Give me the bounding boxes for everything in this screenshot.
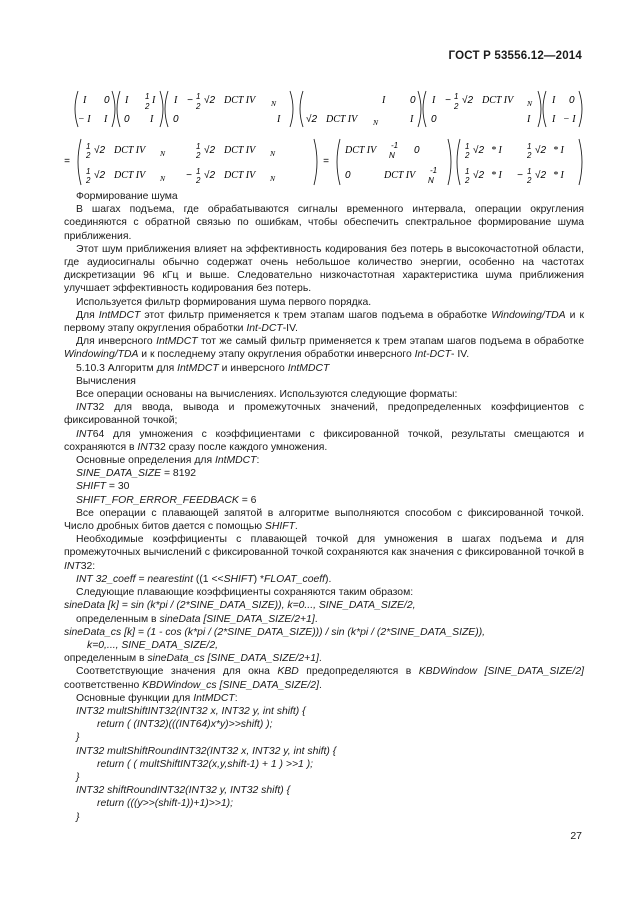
para-filter-order: Используется фильтр формирования шума первого порядка. [76,296,372,308]
l12-den: 2 [196,151,201,160]
l22-den: 2 [196,176,201,185]
m5-sub: N [527,99,533,108]
r22-i: * I [553,170,564,181]
m4-sub: N [373,118,379,127]
l11-dct: DCT IV [114,145,146,156]
para-coeffs: Необходимые коэффициенты с плавающей точкой для умножения в шагах подъема и для промежуточных вычислений с фиксированной точкой сохраняются как значения с фиксированной точкой в INT32: [64,534,584,572]
mid22-dct: DCT IV [384,170,416,181]
para-functions: Основные функции для IntMDCT: [76,692,238,704]
m5-den: 2 [454,102,459,111]
l11-sub: N [160,149,166,158]
subheading-calc: Вычисления [76,375,136,387]
l22-num: 1 [196,167,201,176]
code-line-9: } [76,811,80,823]
para-formats: Все операции основаны на вычислениях. Используются следующие форматы: [76,389,458,401]
code-line-1: INT32 multShiftINT32(INT32 x, INT32 y, int shift) { [76,705,306,717]
l11-den: 2 [86,151,91,160]
l22-minus: − [186,170,192,181]
def-sinedata: определенным в sineData [SINE_DATA_SIZE/2+1]. [76,613,318,625]
l22-sub: N [270,174,276,183]
code-line-2: return ( (INT32)(((INT64)x*y)>>shift) ); [97,719,273,731]
m4-d: I [410,114,414,125]
m5-sqrt: √2 [462,95,474,106]
para-fixed-point: Все операции с плавающей запятой в алгоритме выполняются способом с фиксированной точкой. Число дробных битов дается с помощью SHIFT. [64,507,584,533]
r21-den: 2 [465,176,470,185]
m3-sqrt: √2 [204,95,216,106]
l21-sqrt: √2 [94,170,106,181]
m3-minus: − [187,95,193,106]
para-lifting: В шагах подъема, где обрабатываются сигналы временного интервала, операции округления соединяются с обратной связью по ошибкам, чтобы обеспечить спектральное формирование шума приближения. [64,204,584,242]
mid11-sup: -1 [391,141,399,150]
l12-dct: DCT IV [224,145,256,156]
l12-sub: N [270,149,276,158]
formula-row-1-svg [64,88,584,130]
heading-noise-shaping: Формирование шума [76,191,178,202]
para-float-coeffs: Следующие плавающие коэффициенты сохраняются таким образом: [76,587,414,599]
r22-sqrt: √2 [535,170,547,181]
l21-sub: N [160,174,166,183]
r11-num: 1 [465,142,470,151]
m4-sqrt: √2 [306,114,318,125]
formula-sinedata-cs: sineData_cs [k] = (1 - cos (k*pi / (2*SINE_DATA_SIZE))) / sin (k*pi / (2*SINE_DATA_SIZE)), [64,626,486,638]
m6-b: 0 [569,95,575,106]
m2-a: I [125,95,129,106]
code-line-3: } [76,732,80,744]
m2-num: 1 [145,92,150,101]
eq-1: = [64,156,70,167]
m3-c: 0 [173,114,179,125]
para-intmdct-filter: Для IntMDCT этот фильтр применяется к трем этапам шагов подъема в обработке Windowing/TDA и к первому этапу округления обработки Int-DCT-IV. [64,309,584,335]
m5-a: I [432,95,436,106]
l21-num: 1 [86,167,91,176]
mid21: 0 [345,170,351,181]
m3-d: I [277,114,281,125]
m2-c: 0 [124,114,130,125]
section-heading: 5.10.3 Алгоритм для IntMDCT и инверсного IntMDCT [76,362,330,374]
m1-c: − I [78,114,91,125]
code-line-8: return (((y>>(shift-1))+1)>>1); [97,798,233,810]
document-body [64,190,584,824]
m6-d: − I [563,114,576,125]
l11-sqrt: √2 [94,145,106,156]
m3-sub: N [271,99,277,108]
l21-dct: DCT IV [114,170,146,181]
m4-a: I [382,95,386,106]
m1-a: I [83,95,87,106]
r22-minus: − [517,170,523,181]
m5-d: I [527,114,531,125]
r12-sqrt: √2 [535,145,547,156]
r21-i: * I [491,170,502,181]
formula-row-2-svg [64,136,584,188]
m6-a: I [552,95,556,106]
m2-d: I [150,114,154,125]
m4-dct: DCT IV [326,114,358,125]
l22-sqrt: √2 [204,170,216,181]
eq-2: = [323,156,329,167]
l12-num: 1 [196,142,201,151]
def-shift: SHIFT = 30 [76,481,130,493]
formula-row-1 [64,88,584,130]
formula-sinedata: sineData [k] = sin (k*pi / (2*SINE_DATA_SIZE)), k=0..., SINE_DATA_SIZE/2, [64,600,416,612]
m2-den: 2 [145,102,150,111]
l11-num: 1 [86,142,91,151]
def-sinedata-cs: определенным в sineData_cs [SINE_DATA_SIZE/2+1]. [64,653,322,665]
def-shift-feedback: SHIFT_FOR_ERROR_FEEDBACK = 6 [76,494,257,506]
mid11-sub: N [389,151,395,160]
m5-dct: DCT IV [482,95,514,106]
m3-num: 1 [196,92,201,101]
para-int64: INT64 для умножения с коэффициентами с фиксированной точкой, результаты смещаются и сохраняются в INT32 сразу после каждого умножения. [64,428,584,453]
mid22-sup: -1 [430,166,438,175]
r11-i: * I [491,145,502,156]
r12-i: * I [553,145,564,156]
para-kbd: Соответствующие значения для окна KBD предопределяются в KBDWindow [SINE_DATA_SIZE/2] соответственно KBDWindow_cs [SINE_DATA_SIZE/2]. [64,666,584,691]
m3-a: I [174,95,178,106]
formula-row-2 [64,136,584,188]
mid11-dct: DCT IV [345,145,377,156]
l21-den: 2 [86,176,91,185]
document-header: ГОСТ Р 53556.12—2014 [448,50,582,62]
r12-den: 2 [527,151,532,160]
para-int32: INT32 для ввода, вывода и промежуточных значений, предопределенных коэффициентов с фиксированной точкой; [64,402,584,427]
r21-sqrt: √2 [473,170,485,181]
m5-minus: − [445,95,451,106]
mid12: 0 [414,145,420,156]
formula-coeff: INT 32_coeff = nearestint ((1 <<SHIFT) *FLOAT_coeff). [76,573,332,585]
para-inverse-filter: Для инверсного IntMDCT тот же самый фильтр применяется к трем этапам шагов подъема в обработке Windowing/TDA и к последнему этапу округления обработки инверсного Int-DCT- IV. [64,336,585,361]
mid22-sub: N [428,176,434,185]
code-line-7: INT32 shiftRoundINT32(INT32 y, INT32 shift) { [76,785,291,797]
formula-sinedata-cs-range: k=0,..., SINE_DATA_SIZE/2, [87,639,218,651]
m1-b: 0 [104,95,110,106]
r11-den: 2 [465,151,470,160]
m4-b: 0 [410,95,416,106]
r12-num: 1 [527,142,532,151]
r21-num: 1 [465,167,470,176]
r22-num: 1 [527,167,532,176]
r11-sqrt: √2 [473,145,485,156]
m6-c: I [552,114,556,125]
def-sine-size: SINE_DATA_SIZE = 8192 [76,468,197,480]
m1-d: I [104,114,108,125]
m3-dct: DCT IV [224,95,256,106]
code-line-6: } [76,771,80,783]
para-noise-effect: Этот шум приближения влияет на эффективность кодирования без потерь в высокочастотной области, где аудиосигналы обычно содержат очень небольшое количество энергии, особенно на частотах дискретизации 96 кГц и выше. Следовательно низкочастотная характеристика шума приближения улучшает эффективность кодирования без потерь. [64,243,584,295]
r22-den: 2 [527,176,532,185]
code-line-5: return ( ( multShiftINT32(x,y,shift-1) + 1 ) >>1 ); [97,758,314,770]
page-number: 27 [570,830,582,842]
code-line-4: INT32 multShiftRoundINT32(INT32 x, INT32 y, int shift) { [76,745,337,757]
para-definitions: Основные определения для IntMDCT: [76,455,260,467]
m2-b: I [152,95,156,106]
l12-sqrt: √2 [204,145,216,156]
m5-num: 1 [454,92,459,101]
l22-dct: DCT IV [224,170,256,181]
m3-den: 2 [196,102,201,111]
m5-c: 0 [431,114,437,125]
